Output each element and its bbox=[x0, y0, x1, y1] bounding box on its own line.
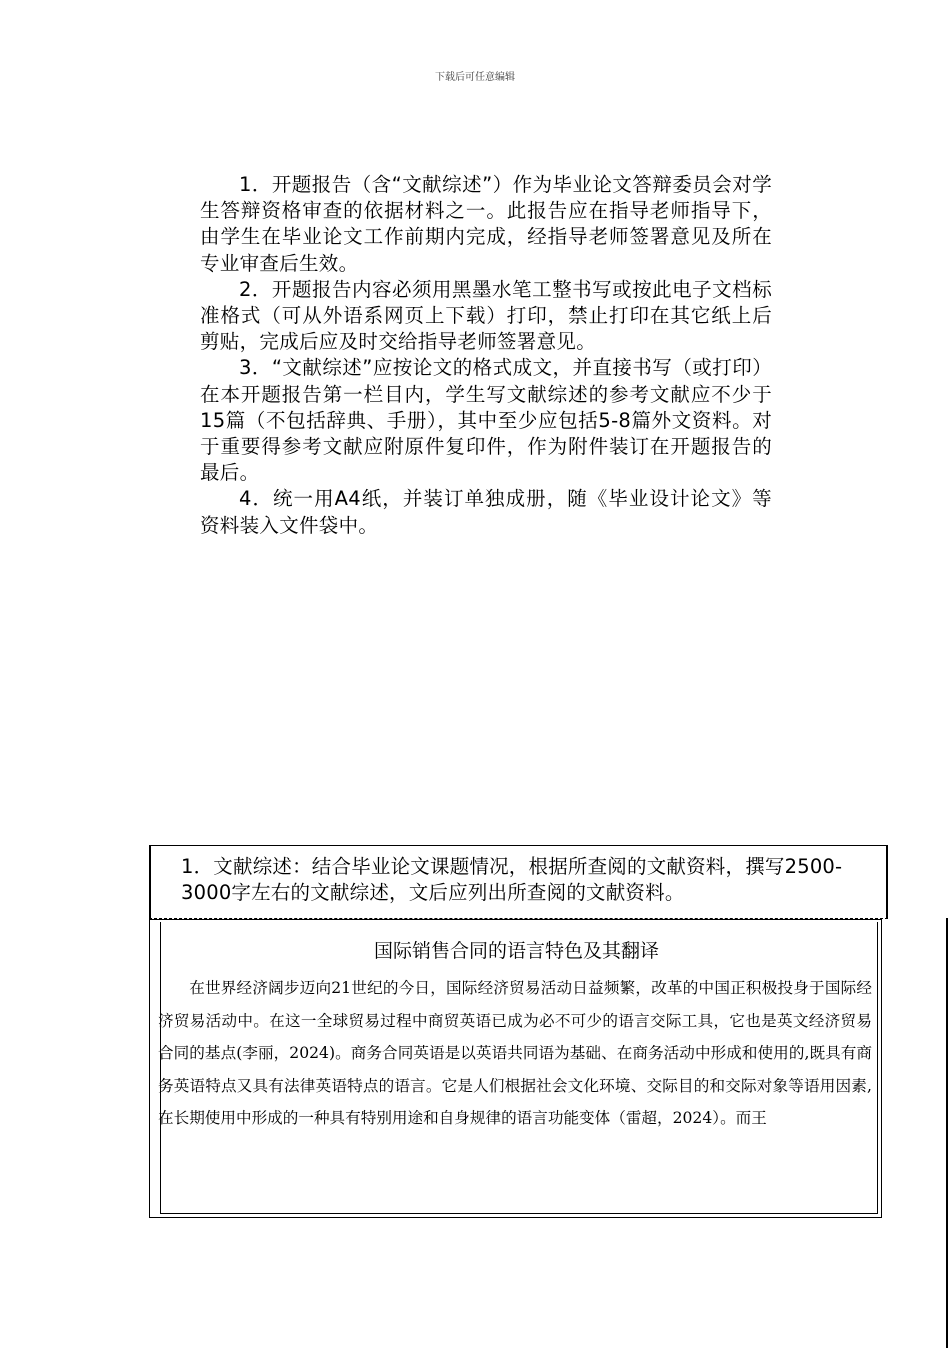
header-note: 下载后可任意编辑 bbox=[435, 72, 515, 83]
review-title: 国际销售合同的语言特色及其翻译 bbox=[373, 940, 659, 962]
instruction-item-4: 4．统一用A4纸，并装订单独成册，随《毕业设计论文》等资料装入文件袋中。 bbox=[200, 487, 772, 537]
section-heading-cell bbox=[149, 845, 888, 918]
right-edge-rule bbox=[946, 918, 948, 1348]
instructions-block bbox=[200, 172, 772, 539]
section-heading: 1．文献综述：结合毕业论文课题情况，根据所查阅的文献资料，撰写2500-3000字左右的文献综述，文后应列出所查阅的文献资料。 bbox=[181, 855, 843, 904]
section-body-cell bbox=[149, 919, 882, 1218]
literature-review-section bbox=[149, 845, 889, 1218]
instruction-item-1: 1．开题报告（含“文献综述”）作为毕业论文答辩委员会对学生答辩资格审查的依据材料之一。此报告应在指导老师指导下，由学生在毕业论文工作前期内完成，经指导老师签署意见及所在专业审查后生效。 bbox=[200, 173, 772, 275]
instruction-item-2: 2．开题报告内容必须用黑墨水笔工整书写或按此电子文档标准格式（可从外语系网页上下载）打印，禁止打印在其它纸上后剪贴，完成后应及时交给指导老师签署意见。 bbox=[200, 277, 772, 354]
review-body-text: 在世界经济阔步迈向21世纪的今日，国际经济贸易活动日益频繁，改革的中国正积极投身于国际经济贸易活动中。在这一全球贸易过程中商贸英语已成为必不可少的语言交际工具，它也是英文经济贸易合同的基点(李丽，2024)。商务合同英语是以英语共同语为基础、在商务活动中形成和使用的,既具有商务英语特点又具有法律英语特点的语言。它是人们根据社会文化环境、交际目的和交际对象等语用因素,在长期使用中形成的一种具有特别用途和自身规律的语言功能变体（雷超，2024）。而王 bbox=[158, 979, 872, 1127]
instruction-item-3: 3．“文献综述”应按论文的格式成文，并直接书写（或打印）在本开题报告第一栏目内，学生写文献综述的参考文献应不少于15篇（不包括辞典、手册），其中至少应包括5-8篇外文资料。对于重要得参考文献应附原件复印件，作为附件装订在开题报告的最后。 bbox=[200, 356, 772, 485]
